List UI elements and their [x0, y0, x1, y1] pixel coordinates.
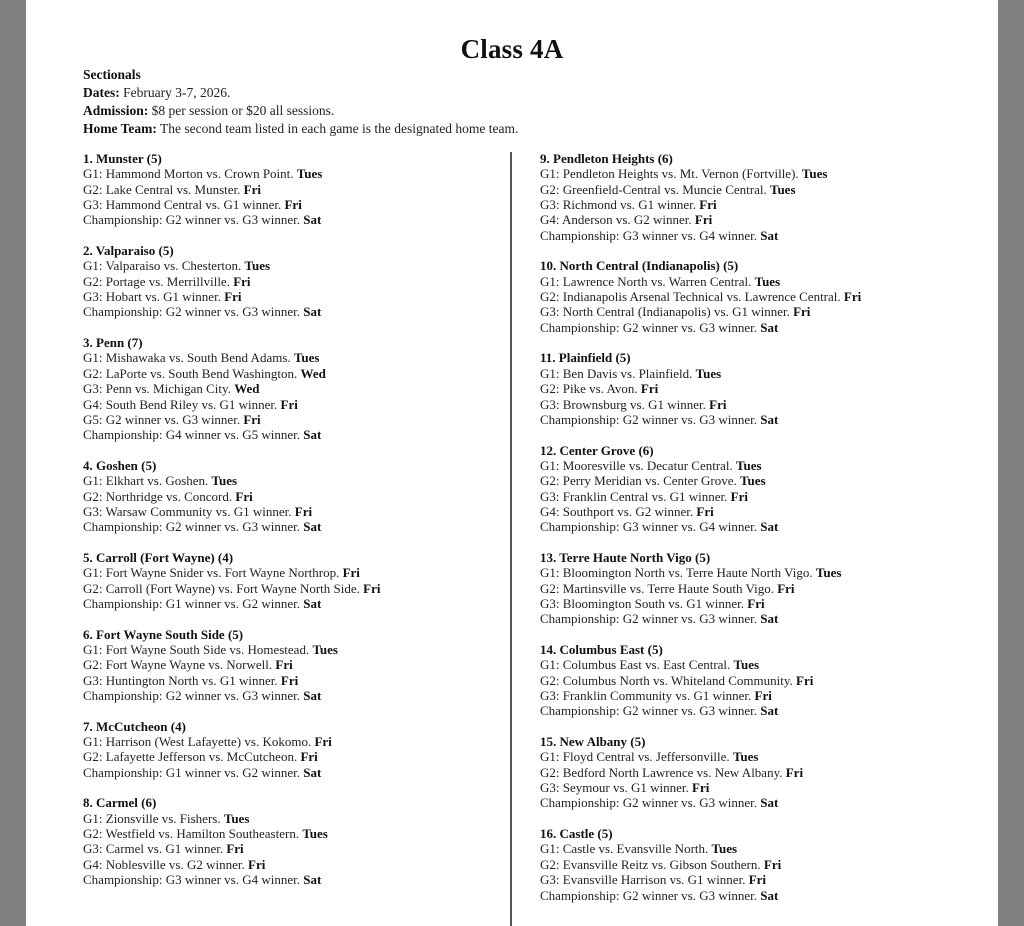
game-day: Tues [736, 457, 762, 473]
game-matchup: Championship: G4 winner vs. G5 winner. [83, 427, 301, 443]
game-matchup: G2: Northridge vs. Concord. [83, 488, 233, 504]
game-day: Fri [730, 488, 748, 504]
game-line [83, 596, 380, 611]
game-day: Tues [740, 473, 766, 489]
sectional-title: 14. Columbus East (5) [540, 642, 663, 657]
game-line [83, 182, 380, 197]
sectional-block [83, 458, 380, 535]
game-matchup: Championship: G2 winner vs. G3 winner. [83, 304, 301, 320]
game-matchup: G3: Hobart vs. G1 winner. [83, 289, 221, 305]
game-line [540, 304, 861, 319]
game-day: Fri [314, 734, 332, 750]
section-heading: Sectionals [83, 67, 141, 82]
game-line [540, 504, 861, 519]
game-day: Fri [793, 304, 811, 320]
game-matchup: Championship: G2 winner vs. G3 winner. [540, 319, 758, 335]
game-matchup: G3: Hammond Central vs. G1 winner. [83, 197, 282, 213]
game-matchup: G3: North Central (Indianapolis) vs. G1 winner. [540, 304, 790, 320]
game-day: Fri [763, 856, 782, 872]
right-column [540, 151, 861, 918]
game-line [83, 350, 380, 365]
game-matchup: G3: Evansville Harrison vs. G1 winner. [540, 872, 746, 888]
game-matchup: G1: Lawrence North vs. Warren Central. [540, 273, 752, 289]
game-matchup: G1: Columbus East vs. East Central. [540, 657, 731, 673]
game-day: Wed [300, 365, 326, 381]
game-line [83, 826, 380, 841]
sectional-title: 10. North Central (Indianapolis) (5) [540, 258, 739, 274]
game-matchup: G3: Bloomington South vs. G1 winner. [540, 595, 745, 611]
game-matchup: G4: South Bend Riley vs. G1 winner. [83, 396, 278, 412]
sectional-title: 4. Goshen (5) [83, 457, 157, 473]
game-matchup: G3: Brownsburg vs. G1 winner. [540, 396, 706, 412]
intro-block [83, 66, 518, 138]
home-team-line [83, 120, 518, 138]
game-day: Fri [300, 749, 318, 765]
game-line [83, 642, 380, 657]
game-line [83, 366, 380, 381]
game-line [83, 519, 380, 534]
dates-value: February 3-7, 2026. [119, 85, 231, 100]
game-day: Fri [363, 580, 381, 596]
game-matchup: G1: Castle vs. Evansville North. [540, 841, 709, 857]
game-matchup: G4: Southport vs. G2 winner. [540, 503, 694, 519]
sectional-title: 8. Carmel (6) [83, 795, 157, 811]
sectional-block [540, 734, 861, 811]
game-matchup: Championship: G2 winner vs. G3 winner. [83, 212, 301, 228]
game-day: Fri [696, 503, 714, 519]
game-line [83, 749, 380, 764]
game-line [540, 673, 861, 688]
home-team-label: Home Team: [83, 121, 157, 136]
game-matchup: G2: Bedford North Lawrence vs. New Albany. [540, 764, 783, 780]
game-day: Sat [760, 227, 779, 243]
game-matchup: G1: Hammond Morton vs. Crown Point. [83, 166, 294, 182]
sectional-block [540, 826, 861, 903]
game-matchup: G3: Franklin Central vs. G1 winner. [540, 488, 728, 504]
game-matchup: G2: Carroll (Fort Wayne) vs. Fort Wayne North Side. [83, 580, 360, 596]
game-matchup: Championship: G1 winner vs. G2 winner. [83, 595, 301, 611]
game-matchup: Championship: G2 winner vs. G3 winner. [540, 703, 758, 719]
game-matchup: Championship: G2 winner vs. G3 winner. [83, 688, 301, 704]
sectional-title: 11. Plainfield (5) [540, 350, 631, 366]
game-matchup: Championship: G2 winner vs. G3 winner. [540, 611, 758, 627]
game-line [83, 258, 380, 273]
sectional-block [540, 550, 861, 627]
sectional-title: 2. Valparaiso (5) [83, 243, 174, 259]
game-matchup: G3: Richmond vs. G1 winner. [540, 197, 696, 213]
game-line [83, 304, 380, 319]
game-line [540, 412, 861, 427]
game-day: Tues [211, 473, 238, 489]
sectional-block [83, 151, 380, 228]
sectional-title: 5. Carroll (Fort Wayne) (4) [83, 549, 234, 565]
game-line [540, 212, 861, 227]
sectional-title: 16. Castle (5) [540, 826, 613, 842]
game-day: Tues [801, 166, 828, 182]
game-line [540, 519, 861, 534]
game-line [83, 166, 380, 181]
sectional-block [83, 335, 380, 442]
game-day: Tues [244, 258, 271, 274]
sectional-block [540, 642, 861, 719]
game-line [83, 872, 380, 887]
game-line [540, 703, 861, 718]
game-day: Tues [695, 365, 722, 381]
game-day: Tues [223, 810, 250, 826]
game-matchup: G2: Pike vs. Avon. [540, 381, 638, 397]
game-line [540, 274, 861, 289]
game-day: Tues [769, 181, 796, 197]
game-matchup: Championship: G2 winner vs. G3 winner. [540, 795, 758, 811]
game-day: Fri [692, 780, 710, 796]
game-day: Sat [760, 519, 779, 535]
game-day: Fri [284, 197, 302, 213]
game-matchup: G5: G2 winner vs. G3 winner. [83, 411, 241, 427]
game-line [83, 688, 380, 703]
game-matchup: G1: Fort Wayne Snider vs. Fort Wayne Northrop. [83, 565, 340, 581]
admission-value: $8 per session or $20 all sessions. [148, 103, 335, 118]
game-line [540, 581, 861, 596]
game-day: Fri [224, 289, 242, 305]
game-line [540, 872, 861, 887]
game-matchup: G1: Bloomington North vs. Terre Haute North Vigo. [540, 565, 813, 581]
game-matchup: Championship: G2 winner vs. G3 winner. [540, 411, 758, 427]
sectional-block [540, 258, 861, 335]
game-matchup: G2: Indianapolis Arsenal Technical vs. Lawrence Central. [540, 289, 841, 305]
game-day: Fri [777, 580, 795, 596]
page-title: Class 4A [460, 34, 564, 64]
game-line [540, 458, 861, 473]
game-matchup: G1: Valparaiso vs. Chesterton. [83, 258, 242, 274]
game-matchup: G2: Fort Wayne Wayne vs. Norwell. [83, 657, 273, 673]
game-line [83, 857, 380, 872]
game-line [540, 765, 861, 780]
sectional-title: 13. Terre Haute North Vigo (5) [540, 549, 711, 565]
game-line [540, 289, 861, 304]
game-day: Fri [243, 181, 261, 197]
game-day: Fri [280, 396, 298, 412]
game-day: Fri [754, 688, 772, 704]
game-day: Fri [275, 657, 293, 673]
admission-label: Admission: [83, 103, 149, 118]
game-day: Wed [234, 381, 260, 397]
game-day: Tues [733, 657, 760, 673]
column-divider [510, 152, 512, 926]
game-day: Sat [303, 595, 322, 611]
game-day: Fri [694, 212, 713, 228]
game-matchup: G1: Mooresville vs. Decatur Central. [540, 457, 733, 473]
game-line [83, 412, 380, 427]
game-day: Sat [303, 304, 322, 320]
game-line [83, 274, 380, 289]
game-matchup: Championship: G3 winner vs. G4 winner. [540, 227, 758, 243]
game-line [540, 473, 861, 488]
game-line [83, 841, 380, 856]
game-line [540, 320, 861, 335]
game-line [540, 489, 861, 504]
game-line [83, 212, 380, 227]
game-day: Tues [312, 642, 338, 657]
game-day: Fri [640, 381, 659, 397]
sectional-block [540, 443, 861, 535]
game-day: Fri [709, 396, 727, 412]
game-matchup: G3: Franklin Community vs. G1 winner. [540, 688, 752, 704]
game-line [83, 381, 380, 396]
game-matchup: G2: Evansville Reitz vs. Gibson Southern. [540, 856, 761, 872]
game-matchup: G2: LaPorte vs. South Bend Washington. [83, 365, 298, 381]
game-line [540, 841, 861, 856]
game-line [83, 427, 380, 442]
game-day: Tues [302, 826, 328, 842]
game-line [83, 473, 380, 488]
sectional-block [83, 795, 380, 887]
game-line [540, 381, 861, 396]
game-matchup: Championship: G1 winner vs. G2 winner. [83, 764, 301, 780]
game-matchup: G3: Huntington North vs. G1 winner. [83, 672, 278, 688]
game-day: Fri [243, 411, 261, 427]
game-day: Fri [226, 841, 244, 857]
document-page [26, 0, 998, 926]
sectional-title: 12. Center Grove (6) [540, 442, 654, 458]
sectional-title: 6. Fort Wayne South Side (5) [83, 626, 244, 642]
game-day: Fri [796, 672, 814, 688]
game-day: Fri [294, 503, 313, 519]
game-day: Fri [747, 595, 765, 611]
game-day: Fri [843, 289, 862, 305]
sectional-block [540, 151, 861, 243]
game-matchup: G2: Columbus North vs. Whiteland Community. [540, 672, 793, 688]
game-matchup: Championship: G2 winner vs. G3 winner. [540, 887, 758, 903]
game-day: Fri [235, 488, 253, 504]
game-day: Sat [303, 427, 322, 443]
game-matchup: G2: Martinsville vs. Terre Haute South Vigo. [540, 580, 774, 596]
game-matchup: G4: Anderson vs. G2 winner. [540, 212, 692, 228]
game-matchup: G1: Zionsville vs. Fishers. [83, 810, 221, 826]
game-matchup: G1: Harrison (West Lafayette) vs. Kokomo. [83, 734, 312, 750]
game-matchup: G2: Lafayette Jefferson vs. McCutcheon. [83, 749, 298, 765]
game-line [540, 565, 861, 580]
game-matchup: G3: Penn vs. Michigan City. [83, 381, 231, 397]
sectional-block [540, 350, 861, 427]
game-day: Sat [760, 611, 779, 627]
game-line [540, 611, 861, 626]
game-line [540, 228, 861, 243]
game-matchup: G3: Carmel vs. G1 winner. [83, 841, 224, 857]
game-day: Fri [748, 872, 767, 888]
game-matchup: Championship: G3 winner vs. G4 winner. [540, 519, 758, 535]
game-day: Tues [815, 565, 842, 581]
game-line [83, 581, 380, 596]
game-matchup: G2: Portage vs. Merrillville. [83, 273, 230, 289]
game-line [83, 289, 380, 304]
sectional-title: 3. Penn (7) [83, 335, 143, 351]
left-column [83, 151, 380, 903]
game-day: Tues [293, 350, 320, 366]
game-line [540, 166, 861, 181]
game-line [540, 182, 861, 197]
game-line [83, 197, 380, 212]
game-day: Tues [732, 749, 759, 765]
game-day: Sat [760, 887, 779, 903]
game-day: Fri [248, 856, 266, 872]
game-matchup: G2: Lake Central vs. Munster. [83, 181, 241, 197]
game-day: Fri [342, 565, 360, 581]
sectional-block [83, 550, 380, 611]
game-line [83, 504, 380, 519]
game-line [540, 780, 861, 795]
game-matchup: G3: Seymour vs. G1 winner. [540, 780, 689, 796]
game-line [540, 749, 861, 764]
sectional-title: 1. Munster (5) [83, 151, 162, 166]
sectional-block [83, 627, 380, 704]
game-day: Sat [760, 411, 779, 427]
game-day: Tues [754, 273, 781, 289]
game-line [540, 688, 861, 703]
game-matchup: G1: Mishawaka vs. South Bend Adams. [83, 350, 291, 366]
game-day: Sat [303, 212, 322, 228]
game-matchup: G2: Perry Meridian vs. Center Grove. [540, 473, 737, 489]
game-matchup: G3: Warsaw Community vs. G1 winner. [83, 503, 292, 519]
sectional-title: 9. Pendleton Heights (6) [540, 151, 673, 166]
game-day: Sat [303, 519, 322, 535]
game-line [83, 765, 380, 780]
game-matchup: G2: Westfield vs. Hamilton Southeastern. [83, 826, 300, 842]
game-line [83, 565, 380, 580]
dates-label: Dates: [83, 85, 120, 100]
game-day: Fri [785, 764, 804, 780]
game-matchup: Championship: G2 winner vs. G3 winner. [83, 519, 301, 535]
game-line [83, 734, 380, 749]
sectional-title: 15. New Albany (5) [540, 734, 646, 750]
game-day: Sat [760, 795, 779, 811]
game-day: Tues [296, 166, 323, 182]
game-matchup: G1: Fort Wayne South Side vs. Homestead. [83, 642, 310, 657]
game-matchup: G1: Floyd Central vs. Jeffersonville. [540, 749, 730, 765]
game-line [83, 489, 380, 504]
game-matchup: G1: Ben Davis vs. Plainfield. [540, 365, 693, 381]
game-line [83, 657, 380, 672]
dates-line [83, 84, 518, 102]
game-matchup: G1: Elkhart vs. Goshen. [83, 473, 209, 489]
game-matchup: G2: Greenfield-Central vs. Muncie Central. [540, 181, 767, 197]
game-line [540, 596, 861, 611]
game-line [83, 397, 380, 412]
sectional-title: 7. McCutcheon (4) [83, 718, 186, 734]
game-day: Sat [760, 703, 779, 719]
game-day: Fri [699, 197, 717, 213]
game-line [540, 397, 861, 412]
game-line [540, 657, 861, 672]
game-day: Tues [711, 841, 738, 857]
game-day: Sat [303, 688, 322, 704]
admission-line [83, 102, 518, 120]
game-day: Sat [303, 764, 322, 780]
sectional-block [83, 243, 380, 320]
game-matchup: G4: Noblesville vs. G2 winner. [83, 856, 245, 872]
home-team-value: The second team listed in each game is the designated home team. [156, 121, 519, 136]
game-line [83, 811, 380, 826]
game-day: Sat [303, 872, 322, 888]
game-day: Fri [280, 672, 299, 688]
game-line [540, 197, 861, 212]
game-day: Fri [233, 273, 251, 289]
sectional-block [83, 719, 380, 780]
game-day: Sat [760, 319, 779, 335]
game-line [540, 795, 861, 810]
game-line [540, 366, 861, 381]
game-line [540, 857, 861, 872]
game-matchup: G1: Pendleton Heights vs. Mt. Vernon (Fortville). [540, 166, 799, 182]
game-matchup: Championship: G3 winner vs. G4 winner. [83, 872, 301, 888]
game-line [83, 673, 380, 688]
game-line [540, 888, 861, 903]
